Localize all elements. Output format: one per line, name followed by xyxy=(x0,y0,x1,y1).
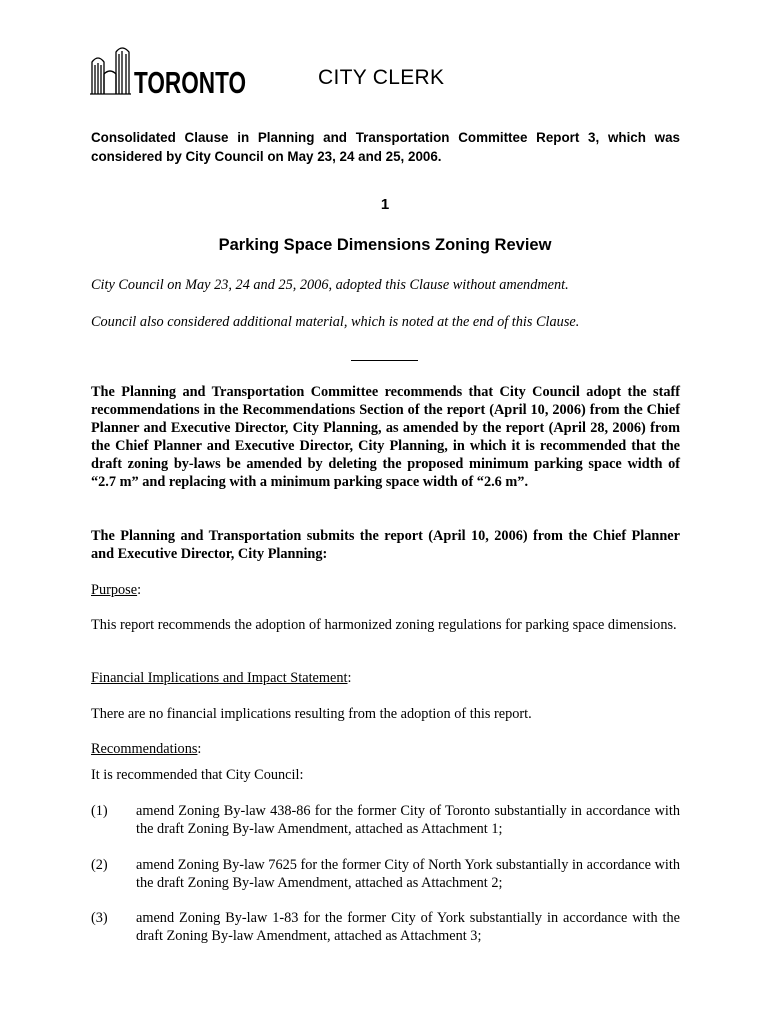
list-item-number: (2) xyxy=(91,857,108,873)
committee-recommendation: The Planning and Transportation Committee recommends that City Council adopt the staff recommendations in the Recommendations Section of the report (April 10, 2006) from the Chief Planner and Executive Director, City Planning, as amended by the report (April 28, 2006) from the Chief Planner and Executive Director, City Planning, in which it is recommended that the draft zoning by-laws be amended by deleting the proposed minimum parking space width of “2.7 m” and replacing with a minimum parking space width of “2.6 m”. xyxy=(91,384,680,490)
list-item-text: amend Zoning By-law 7625 for the former City of North York substantially in accordance with the draft Zoning By-law Amendment, attached as Attachment 2; xyxy=(136,857,680,891)
purpose-heading: Purpose: xyxy=(91,582,142,598)
financial-text: There are no financial implications resulting from the adoption of this report. xyxy=(91,706,532,722)
list-item-text: amend Zoning By-law 438-86 for the former City of Toronto substantially in accordance with the draft Zoning By-law Amendment, attached as Attachment 1; xyxy=(136,803,680,837)
list-item-text: amend Zoning By-law 1-83 for the former City of York substantially in accordance with the draft Zoning By-law Amendment, attached as Attachment 3; xyxy=(136,910,680,944)
purpose-text: This report recommends the adoption of harmonized zoning regulations for parking space dimensions. xyxy=(91,617,677,633)
recommendations-intro: It is recommended that City Council: xyxy=(91,767,304,783)
submission-statement: The Planning and Transportation submits the report (April 10, 2006) from the Chief Planner and Executive Director, City Planning: xyxy=(91,528,680,562)
department-title: CITY CLERK xyxy=(318,66,445,89)
toronto-logo-icon xyxy=(90,46,250,100)
adoption-note: City Council on May 23, 24 and 25, 2006, adopted this Clause without amendment. xyxy=(91,277,569,293)
svg-text:TORONTO: TORONTO xyxy=(134,65,246,100)
consolidated-clause-header: Consolidated Clause in Planning and Transportation Committee Report 3, which was considered by City Council on May 23, 24 and 25, 2006. xyxy=(91,130,680,164)
list-item-number: (3) xyxy=(91,910,108,926)
recommendations-heading: Recommendations: xyxy=(91,741,202,757)
list-item-number: (1) xyxy=(91,803,108,819)
additional-material-note: Council also considered additional material, which is noted at the end of this Clause. xyxy=(91,314,580,330)
financial-heading: Financial Implications and Impact Statement: xyxy=(91,670,352,686)
clause-title: Parking Space Dimensions Zoning Review xyxy=(218,236,552,254)
clause-number: 1 xyxy=(380,196,390,213)
separator-rule xyxy=(351,360,418,361)
